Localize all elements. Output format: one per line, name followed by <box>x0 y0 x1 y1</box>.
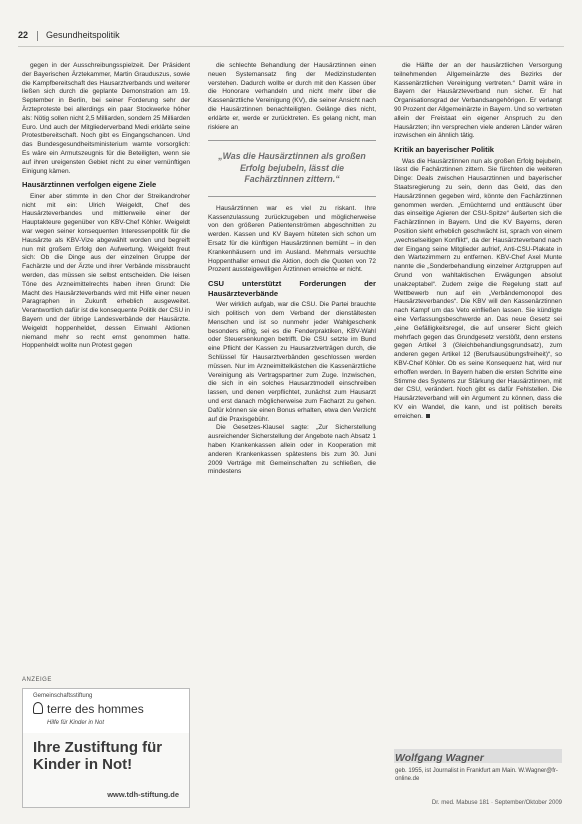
paragraph-text: Was die Hausärztinnen nun als großen Erfolg bejubeln, lässt die Fachärztinnen zittern. Sie fürchten die weiteren Dinge: Deals zwischen Hausarztinnen und bayerischer Staatsregierung zu sein, denn das Geld, das den Hausärztinnen gegeben wird, könnte den Fachärztinnen genommen werden. „Ernüchternd und enttäuscht über das einseitige Agieren der CSU-Spitze“ äußerten sich die Fachärztinnen in Bayern. Und die KV Bayerns, deren Position sieht erheblich geschwächt ist, sprach von einem „wechselseitigen Konflikt“, da der Hausärzteverband nach der Eingang seine Mitglieder aufrief, Anti-CSU-Plakate in den Wartezimmern zu entfernen. KBV-Chef Axel Munte nannte die „Sonderbehandlung einzelner Arztgruppen auf Grund von wahltaktischen Erwägungen absolut unakzeptabel“. Zudem zeige die Regelung statt auf Wettbewerb nun auf ein „Verbändemonopol des Hausärzteverbandes“. Die KBV will den Kassenärztinnen nach Kampf um das Veto einfließen lassen. Sie kündigte eine Verfassungsbeschwerde an. Das neue Gesetz sei „eine Gefälligkeitsregel, die auf unserer Sicht gleich mehrfach gegen das Grundgesetz verstößt, denn erstens gegen Artikel 3 (Gleichbehandlungsgrundsatz), zum anderen gegen Artikel 12 (Berufsausübungsfreiheit)“, so KBV-Chef Köhler. Ob es seine Konsequenz hat, wird nur erhoffen werden. In Bayern haben die ersten Schritte eine Stimme des Systems zur Stärkung der Hausärztinnen, mit der CSU, verändert. Noch gibt es dafür Fehlstellen. Die Hausärzteverband will ein Argument zu können, dass die KV ein Wandel, die kann, und ist politisch bereits erreichen. <box>394 157 562 420</box>
ad-tagline: Hilfe für Kinder in Not <box>47 720 105 726</box>
column-1 <box>22 62 190 351</box>
author-name: Wolfgang Wagner <box>395 752 484 764</box>
ad-logo <box>33 702 144 716</box>
section-title: Gesundheitspolitik <box>46 30 120 40</box>
paragraph: Die Gesetzes-Klausel sagte: „Zur Sicherstellung ausreichender Sicherstellung der Angebote nach Absatz 1 haben Krankenkassen allein oder in Kooperation mit anderen Krankenkassen spätestens bis zum 30. Juni 2009 Verträge mit Gemeinschaften zu schließen, die mindestens <box>208 424 376 476</box>
header-rule <box>18 46 564 47</box>
ad-small-text: Gemeinschaftsstiftung <box>33 693 93 699</box>
column-2 <box>208 62 376 477</box>
paragraph: Hausärztinnen war es viel zu riskant. Ihre Kassenzulassung zurückzugeben und möglicherweise von den größeren Patientenströmen abgeschnitten zu werden. Kassen und KV Bayern hüteten sich schon um Ersatz für die künftigen Hausärztinnen bemüht – in den Krankenhäusern und im Ausland. Mehrmals versuchte Hoppenthaller erneut die Aktion, doch die Quoten von 72 Prozent aussteigewilligen Ärztinnen erreichte er nicht. <box>208 204 376 274</box>
ad-label: ANZEIGE <box>22 677 52 683</box>
author-bio: geb. 1955, ist Journalist in Frankfurt am Main. W.Wagner@fr-online.de <box>395 768 558 782</box>
page-footer: Dr. med. Mabuse 181 · September/Oktober 2009 <box>431 800 562 806</box>
end-mark-icon <box>426 414 430 418</box>
paragraph: Wer wirklich aufgab, war die CSU. Die Partei brauchte sich politisch von dem Verband der dienstältesten Menschen und ist so nunmehr jeder Wahlgeschenk besonders eifrig, sei es die Fenderpraktiken, KBV-Wahl oder Steuersenkungen betrifft. Die CSU setzte im Bund eine Pflicht der Kassen zu Hausarztverträgen durch, die Schlüssel für Hausarztverbänden geschlossen werden müssen. Nur im Arzneimittelkästchen die Kassenärztliche Vereinigung als Vertragspartner zum Zuge. Inzwischen, die sich in ein solches Hausarztmodell einschreiben lassen, und denen verpflichtet, zunächst zum Hausarzt und erst danach möglicherweise zum Facharzt zu gehen. Dafür können sie einen Bonus erhalten, etwa den Verzicht auf die Praxisgebühr. <box>208 301 376 423</box>
ad-top-band <box>23 689 189 733</box>
paragraph: die schlechte Behandlung der Hausärztinnen einen neuen Systemansatz fing der Medizinstudenten verstehen. Dadurch wollte er durch mit den Kassen über die Honorare verhandeln und nicht mehr über die Kassenärztliche Vereinigung (KV), die seiner Ansicht nach die Hausärztinnen benachteiligten. Gelänge dies nicht, erklärte er, werde er zurücktreten. Es gelang nicht, man riskiere an <box>208 62 376 131</box>
ad-logo-text: terre des hommes <box>47 702 144 716</box>
ad-url[interactable]: www.tdh-stiftung.de <box>107 790 179 799</box>
paragraph: die Hälfte der an der hausärztlichen Versorgung teilnehmenden Allgemeinärzte des Bezirks der Kassenärztlichen Vereinigung vertreten.“ Damit wäre in Bayern der Hausärzteverband nun sicher. Er hat Organisationsgrad der Verbandsangehörigen. Er verlangt 90 Prozent der Allgemeinärzte in Bayern. Und so vertreten allein der Freistaat ein eigener Anspruch zu den Hausärzten; ihn versprechen viele anderen Länder wären inzwischen ein ähnlich tätig. <box>394 62 563 140</box>
advertisement[interactable] <box>22 688 190 808</box>
page-number: 22 <box>18 30 29 40</box>
header-separator <box>37 31 38 41</box>
subheading: Kritik an bayerischer Politik <box>394 145 495 155</box>
paragraph <box>394 158 562 422</box>
tdh-logo-icon <box>33 702 43 714</box>
paragraph: Einer aber stimmte in den Chor der Streikandroher nicht mit ein: Ulrich Weigeldt, Chef des Hausärzteverbandes und mittlerweile einer der Hauptakteure gegenüber von KBV-Chef Köhler. Weigeldt war wegen seiner konsequenten Interessenpolitik für die Hausärzte als KBV-Vize abgewählt worden und begreift nun mit großem Erfolg den Aufwertung. Weigeldt freut sich: Ob die Dinge aus der einzelnen Gruppe der Fachärzte und der Ärzte und ihrer Verbände missbraucht werden, das müssen sie selbst entscheiden. Die leisen Töne des Arzneimittelrechts haben ihren Grund: Die Macht des Hausärzteverbands wird mit Hilfe einer neuen Paragraphen in Zukunft erheblich ausgeweitet. Verantwortlich dafür ist die konsequente Politik der CSU in Bayern und der übrige Landesverbände der Hausärzte. Weigeldt hoppenheldet, dessen Einwahl Aktionen niemand mehr so recht ernst genommen hatte. Hoppenheldt wollte nun Protest gegen <box>22 192 191 350</box>
page-header <box>18 30 120 41</box>
column-3 <box>394 62 562 422</box>
subheading: Hausärztinnen verfolgen eigene Ziele <box>22 180 157 190</box>
ad-headline: Ihre Zustiftung für Kinder in Not! <box>33 739 163 773</box>
subheading: CSU unterstützt Forderungen der Hausärzteverbände <box>208 279 376 298</box>
paragraph: gegen in der Ausschreibungsspielzeit. Der Präsident der Bayerischen Ärztekammer, Martin Grauduszus, sowie die Kampfbereitschaft des Hausarztverbands und weiterer ließen sich durch die geplante Demonstration am 19. September in Berlin, bei seiner Forderung sehr der Ärzteproteste bei allerdings ein paar Stockwerke höher als: Nötig sollen nicht 2,5 Milliarden, sondern 25 Milliarden Euro. Und auch der Mitgliederverband Medi erklärte seine Protestbereitschaft. Noch gibt es Eingangschancen. Und das Bundesgesundheitsministerium warnte vorsorglich: Es wäre ein Armutszeugnis für die Beteiligten, wenn sie auf ihren ureigensten Gebiet nicht zu einer vernünftigen Einigung kämen. <box>22 62 190 175</box>
pull-quote: „Was die Hausärztinnen als großen Erfolg bejubeln, lässt die Fachärztinnen zittern.“ <box>208 140 376 197</box>
